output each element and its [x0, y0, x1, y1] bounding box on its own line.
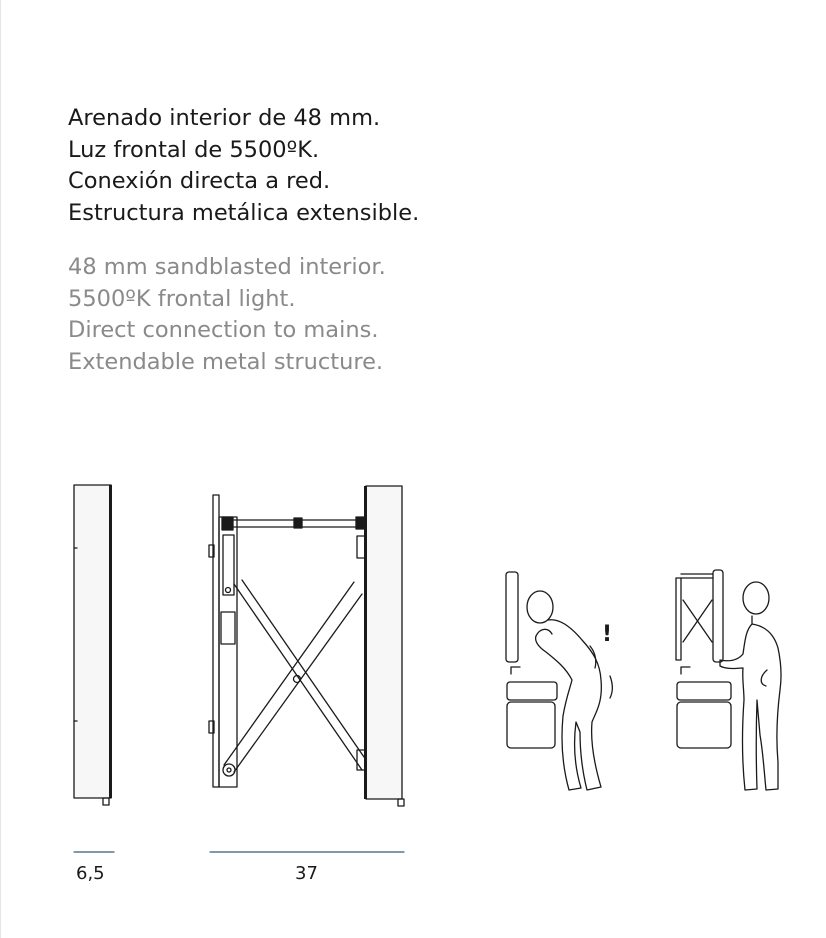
spec-line-en: Direct connection to mains. [68, 317, 379, 343]
pictogram-person-standing [676, 570, 781, 790]
depth-dimension-label: 6,5 [76, 863, 105, 884]
spec-line-es: Estructura metálica extensible. [68, 199, 420, 226]
spec-line-es: Luz frontal de 5500ºK. [68, 136, 320, 163]
pictogram-person-bending [506, 572, 612, 790]
width-dimension-label: 37 [295, 863, 318, 884]
warning-icon: ! [602, 622, 613, 647]
spec-line-en: 5500ºK frontal light. [68, 285, 296, 312]
front-view-structure [209, 486, 404, 806]
spec-line-es: Conexión directa a red. [68, 168, 331, 194]
side-view-cabinet [74, 485, 112, 805]
spec-line-en: Extendable metal structure. [68, 348, 384, 375]
spec-line-es: Arenado interior de 48 mm. [68, 105, 381, 131]
spec-line-en: 48 mm sandblasted interior. [68, 254, 386, 280]
